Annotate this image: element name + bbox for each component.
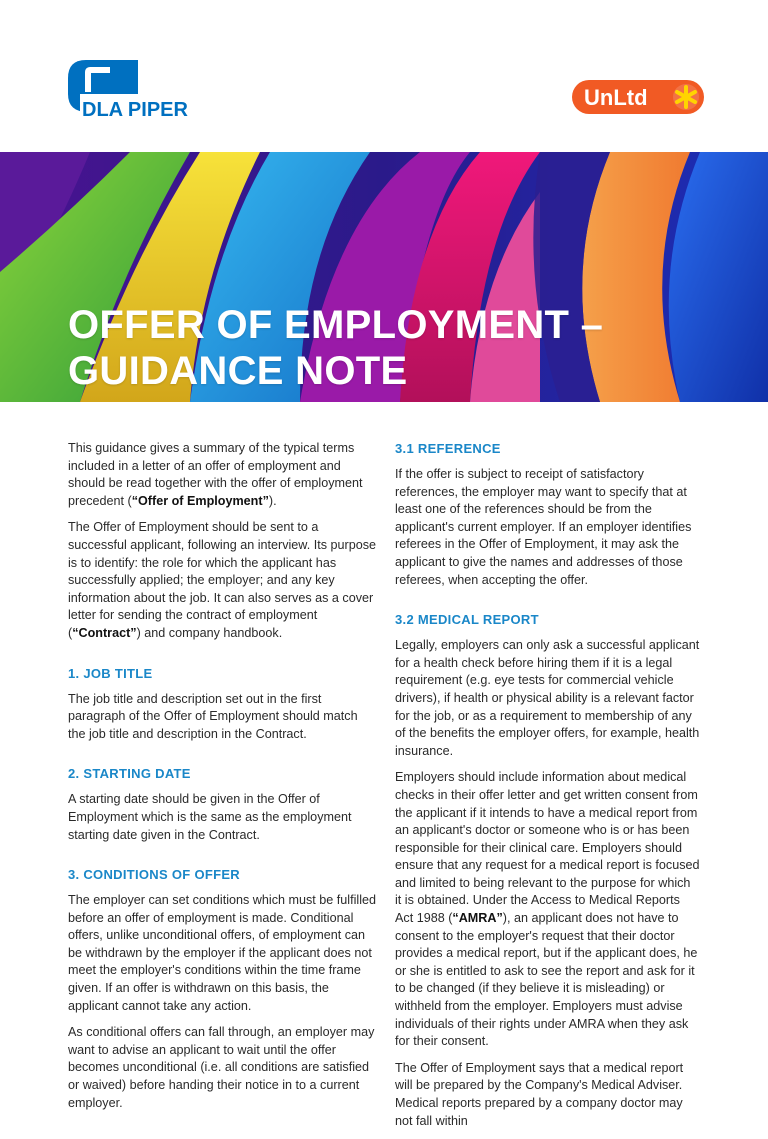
section-heading-medical-report: 3.2 MEDICAL REPORT (395, 612, 539, 628)
intro1-defined-term: “Offer of Employment” (131, 493, 269, 508)
amra-defined-term: “AMRA” (452, 911, 503, 926)
dla-piper-logo (66, 58, 198, 134)
conditions-paragraph-2: As conditional offers can fall through, an employer may want to advise an applicant to wait until the offer becomes unconditional (i.e. all conditions are satisfied or waived) before handing their notice in to a current employer. (68, 1025, 375, 1110)
intro2-text: The Offer of Employment should be sent to a successful applicant, following an interview. Its purpose is to identify: the role for which the applicant has successfully applied; the employer; and any key information about the job. It can also serves as a cover letter for sending the contract of employment ( (68, 520, 377, 640)
page-title (68, 302, 603, 394)
medical2-text: Employers should include information about medical checks in their offer letter and get written consent from the applicant if it intends to have a medical report from an applicant's doctor or someone who is or has been responsible for their clinical care. Employers should ensure that any request for a medical report is focused and limited to being relevant to the purpose for which it is obtained. Under the Access to Medical Reports Act 1988 ( (395, 770, 700, 926)
reference-paragraph: If the offer is subject to receipt of satisfactory references, the employer may want to specify that at least one of the references should be from the applicant's current employer. If an employer identifies referees in the Offer of Employment, it may ask the applicant to give the names and addresses of those referees, when accepting the offer. (395, 467, 692, 587)
intro-paragraph-2 (68, 519, 378, 642)
page-title-line1: OFFER OF EMPLOYMENT – (68, 303, 604, 347)
section-heading-conditions: 3. CONDITIONS OF OFFER (68, 867, 240, 883)
medical2-end-text: ), an applicant does not have to consent to the employer's request that their doctor provides a medical report, but if the applicant does, he or she is entitled to ask to see the report and ask for it to be changed (if they believe it is misleading) or withheld from the employer. Employers must advise individuals of their rights under AMRA when they ask for their consent. (395, 911, 698, 1049)
dla-piper-logo-text: DLA PIPER (82, 99, 188, 121)
page-title-line2: GUIDANCE NOTE (68, 349, 408, 393)
intro-paragraph-1 (68, 440, 378, 510)
conditions-paragraph-1: The employer can set conditions which must be fulfilled before an offer of employment is made. Conditional offers, unlike unconditional offers, of employment can be withdrawn by the employer if the applicant does not meet the employer's conditions within the time frame given. If an offer is withdrawn on this basis, the applicant cannot take any action. (68, 893, 376, 1013)
unltd-logo-text: UnLtd (584, 85, 648, 110)
intro2-defined-term: “Contract” (72, 625, 137, 640)
right-column (395, 440, 700, 1139)
medical-paragraph-1: Legally, employers can only ask a successful applicant for a health check before hiring them if it is a legal requirement (e.g. eye tests for commercial vehicle drivers), if health or physical ability is a relevant factor for the job, or as a requirement to membership of any of the benefits the employer offers, for example, health insurance. (395, 638, 700, 758)
medical-paragraph-3: The Offer of Employment says that a medical report will be prepared by the Company's Medical Adviser. Medical reports prepared by a company doctor may not fall within (395, 1060, 684, 1128)
intro2-end-text: ) and company handbook. (136, 625, 283, 640)
left-column (68, 440, 378, 1121)
unltd-logo (572, 80, 704, 114)
job-title-paragraph: The job title and description set out in the first paragraph of the Offer of Employment should match the job title and description in the Contract. (68, 691, 358, 741)
section-heading-reference: 3.1 REFERENCE (395, 441, 501, 456)
intro1-end-text: ). (268, 493, 277, 508)
starting-date-paragraph: A starting date should be given in the Offer of Employment which is the same as the employment starting date given in the Contract. (68, 792, 352, 842)
section-heading-job-title: 1. JOB TITLE (68, 665, 153, 681)
intro1-text: This guidance gives a summary of the typical terms included in a letter of an offer of employment and should be read together with the offer of employment precedent ( (68, 441, 363, 508)
section-heading-starting-date: 2. STARTING DATE (68, 766, 191, 782)
medical-paragraph-2 (395, 769, 700, 1051)
